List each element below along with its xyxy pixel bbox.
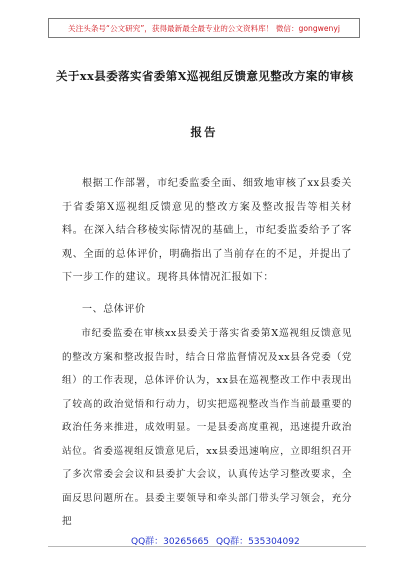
paragraph-evaluation: 市纪委监委在审核xx县委关于落实省委第X巡视组反馈意见的整改方案和整改报告时，结合日常监督情况及xx县各党委（党组）的工作表现，总体评价认为，xx县在巡视整改工作中表现出了较高的政治觉悟和行动力，切实把巡视整改当作当前最重要的政治任务来推进，成效明显。一是县委高度重视，迅速提升政治站位。省委巡视组反馈意见后，xx县委迅速响应，立即组织召开了多次常委会会议和县委扩大会议，认真传达学习整改要求，全面反思问题所在。县委主要领导和牵头部门带头学习领会，充分把 [62,328,352,527]
document-title-line2: 报告 [190,125,218,139]
section-heading: 一、总体评价 [82,304,146,315]
footer-qq-group-2: QQ群：535304092 [216,537,300,547]
document-title: 关于xx县委落实省委第X巡视组反馈意见整改方案的审核 [56,69,354,83]
header-banner-text: 关注头条号“公文研究”，获得最新最全最专业的公文资料库！ 微信：gongwenyj [68,23,340,33]
header-banner [48,18,360,38]
paragraph-intro: 根据工作部署，市纪委监委全面、细致地审核了xx县委关于省委第X巡视组反馈意见的整改方案及整改报告等相关材料。在深入结合移棱实际情况的基础上，市纪委监委给予了客观、全面的总体评价，明确指出了当前存在的不足，并提出了下一步工作的建议。现将具体情况汇报如下： [62,178,352,283]
footer-qq-group-1: QQ群：30265665 [131,537,209,547]
